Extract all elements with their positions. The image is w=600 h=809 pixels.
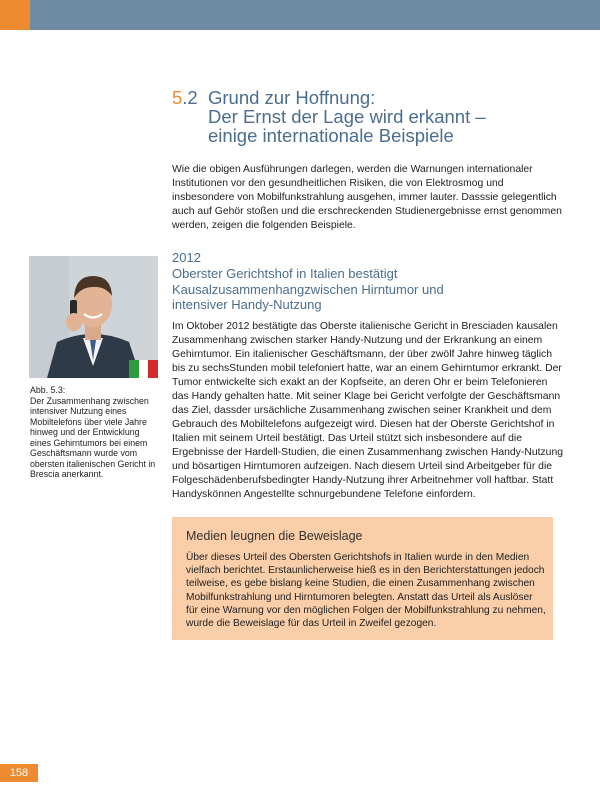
flag-stripe-red bbox=[148, 360, 158, 378]
case-body-paragraph: Im Oktober 2012 bestätigte das Oberste italienische Gericht in Bresciaden kausalen Zusammenhang zwischen starker Handy-Nutzung und der Erkrankung an einem Gehirntumor. Ein italienischer Geschäftsmann, der über zwölf Jahre hinweg täglich bis zu sechsStunden mobil telefoniert hatte, war an einem Gehirntumor erkrankt. Der Tumor entwickelte sich exakt an der Kopfseite, an deren Ohr er beim Telefonieren das Handy gehalten hatte. Mit seiner Klage bei Gericht verfolgte der Geschäftsmann das Ziel, dassder ursächliche Zusammenhang zwischen seiner Krankheit und dem Gebrauch des Mobiltelefons aufgezeigt wird. Diesen hat der Oberste Gerichtshof in Italien mit seinem Urteil bestätigt. Das Urteil stützt sich insbesondere auf die Ergebnisse der Hardell-Studien, die einen Zusammenhang zwischen Handy-Nutzung und bösartigen Hirntumoren aufzeigen. Nach diesem Urteil sind Arbeitgeber für die Folgeschädenberufsbedingter Handy-Nutzung ihrer Arbeitnehmer voll haftbar. Statt Handyskönnen Angestellte schnurgebundene Telefone einfordern. bbox=[172, 321, 564, 500]
info-box bbox=[172, 517, 553, 640]
section-title: Grund zur Hoffnung: Der Ernst der Lage wird erkannt – einige internationale Beispiele bbox=[208, 87, 486, 146]
intro-paragraph: Wie die obigen Ausführungen darlegen, werden die Warnungen internationaler Institutionen vor den gesundheitlichen Risiken, die von Elektrosmog und insbesondere von Mobilfunkstrahlung ausgehen, immer lauter. Dasssie gelegentlich auch auf Gehör stoßen und die erschreckenden Studienergebnisse ernst genommen werden, zeigen die folgenden Beispiele. bbox=[172, 164, 562, 231]
figure-caption-text: Der Zusammenhang zwischen intensiver Nutzung eines Mobiltelefons über viele Jahre hinweg und der Entwicklung eines Gehirntumors bei einem Geschäftsmann wurde vom obersten italienischen Gericht in Brescia anerkannt. bbox=[30, 395, 156, 479]
case-year: 2012 bbox=[172, 250, 201, 265]
flag-stripe-green bbox=[129, 360, 139, 378]
header-accent-bar bbox=[0, 0, 30, 30]
flag-stripe-white bbox=[139, 360, 149, 378]
figure-caption bbox=[30, 385, 160, 480]
header-bar bbox=[30, 0, 600, 30]
page-number: 158 bbox=[0, 764, 38, 782]
case-heading: Oberster Gerichtshof in Italien bestätigt Kausalzusammenhangzwischen Hirntumor und intensiver Handy-Nutzung bbox=[172, 266, 444, 312]
italy-flag bbox=[129, 360, 158, 378]
info-box-title: Medien leugnen die Beweislage bbox=[186, 529, 363, 543]
info-box-text: Über dieses Urteil des Obersten Gerichtshofs in Italien wurde in den Medien vielfach berichtet. Erstaunlicherweise hieß es in den Berichterstattungen jedoch teilweise, es gebe bislang keine Studien, die einen Zusammenhang zwischen Mobilfunkstrahlung und Hirntumoren belegten. Anstatt das Urteil als Auslöser für eine Warnung vor den möglichen Folgen der Mobilfunkstrahlung zu nehmen, wurde die Beweislage für das Urteil in Zweifel gezogen. bbox=[186, 552, 546, 630]
section-number: 5.2 bbox=[172, 87, 198, 108]
figure-label: Abb. 5.3: bbox=[30, 385, 66, 395]
